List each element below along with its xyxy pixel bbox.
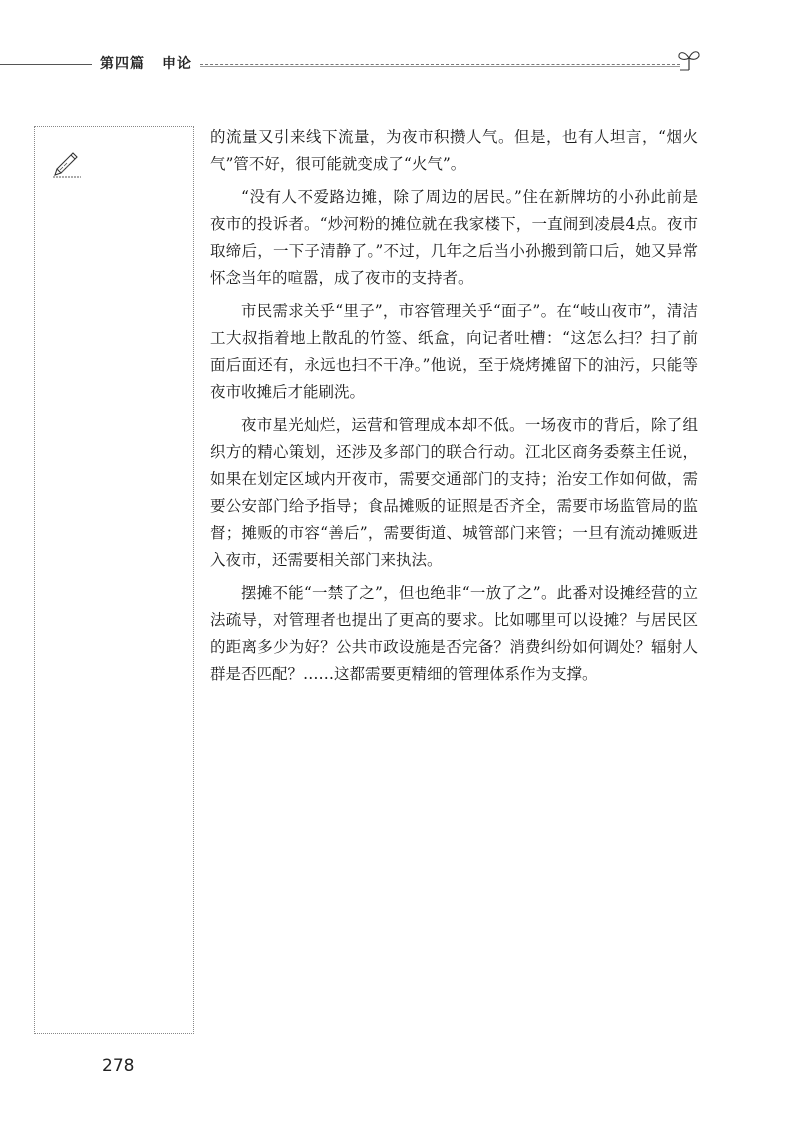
- notes-margin-box: [34, 126, 194, 1034]
- part-label: 第四篇: [100, 56, 145, 72]
- paragraph-4: 夜市星光灿烂，运营和管理成本却不低。一场夜市的背后，除了组织方的精心策划，还涉及多部门的联合行动。江北区商务委蔡主任说，如果在划定区域内开夜市，需要交通部门的支持；治安工作如何做，需要公安部门给予指导；食品摊贩的证照是否齐全，需要市场监管局的监督；摊贩的市容“善后”，需要街道、城管部门来管；一旦有流动摊贩进入夜市，还需要相关部门来执法。: [210, 416, 698, 569]
- page-header: [0, 46, 800, 76]
- header-rule-dashed: [200, 64, 680, 65]
- paragraph-2: “没有人不爱路边摊，除了周边的居民。”住在新牌坊的小孙此前是夜市的投诉者。“炒河粉的摊位就在我家楼下，一直闹到凌晨4点。夜市取缔后，一下子清静了。”不过，几年之后当小孙搬到箭口后，她又异常怀念当年的喧嚣，成了夜市的支持者。: [210, 188, 698, 287]
- paragraph-1: 的流量又引来线下流量，为夜市积攒人气。但是，也有人坦言，“烟火气”管不好，很可能就变成了“火气”。: [210, 128, 698, 173]
- article-body: [210, 124, 698, 694]
- header-rule-solid: [200, 66, 680, 67]
- pencil-icon: [51, 149, 83, 179]
- header-rule-left: [0, 64, 92, 65]
- page-number: 278: [102, 1056, 135, 1076]
- paragraph-5: 摆摊不能“一禁了之”，但也绝非“一放了之”。此番对设摊经营的立法疏导，对管理者也提出了更高的要求。比如哪里可以设摊？与居民区的距离多少为好？公共市政设施是否完备？消费纠纷如何调处？辐射人群是否匹配？……这都需要更精细的管理体系作为支撑。: [210, 584, 698, 683]
- paragraph-3: 市民需求关乎“里子”，市容管理关乎“面子”。在“岐山夜市”，清洁工大叔指着地上散乱的竹签、纸盒，向记者吐槽：“这怎么扫？扫了前面后面还有，永远也扫不干净。”他说，至于烧烤摊留下的油污，只能等夜市收摊后才能刷洗。: [210, 302, 698, 401]
- sprout-icon: [676, 46, 702, 72]
- subject-label: 申论: [162, 56, 192, 72]
